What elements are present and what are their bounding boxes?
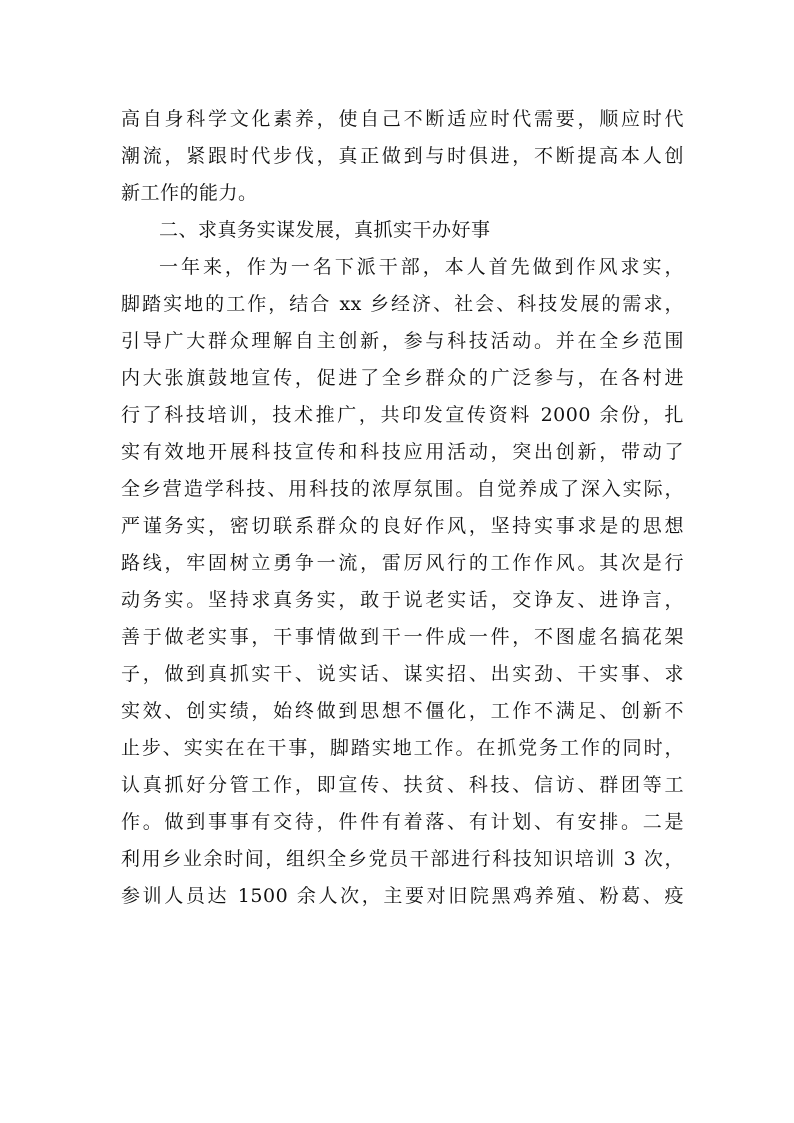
document-body [121,101,684,915]
text-line: 严谨务实，密切联系群众的良好作风，坚持实事求是的思想 [121,515,684,537]
text-line: 行了科技培训，技术推广，共印发宣传资料 2000 余份，扎 [121,404,684,426]
text-line: 子，做到真抓实干、说实话、谋实招、出实劲、干实事、求 [121,663,684,685]
text-line: 动务实。坚持求真务实，敢于说老实话，交诤友、进诤言， [121,589,684,611]
text-line: 参训人员达 1500 余人次，主要对旧院黑鸡养殖、粉葛、疫 [121,885,684,907]
text-line: 一年来，作为一名下派干部，本人首先做到作风求实， [159,256,684,278]
text-line: 善于做老实事，干事情做到干一件成一件，不图虚名搞花架 [121,626,684,648]
text-line: 实有效地开展科技宣传和科技应用活动，突出创新，带动了 [121,441,684,463]
text-line: 内大张旗鼓地宣传，促进了全乡群众的广泛参与，在各村进 [121,367,684,389]
text-line: 潮流，紧跟时代步伐，真正做到与时俱进，不断提高本人创 [121,145,684,167]
text-line: 实效、创实绩，始终做到思想不僵化，工作不满足、创新不 [121,700,684,722]
section-heading: 二、求真务实谋发展，真抓实干办好事 [159,219,491,241]
text-line: 认真抓好分管工作，即宣传、扶贫、科技、信访、群团等工 [121,774,684,796]
text-line: 路线，牢固树立勇争一流，雷厉风行的工作作风。其次是行 [121,552,684,574]
text-line: 高自身科学文化素养，使自己不断适应时代需要，顺应时代 [121,108,684,130]
text-line: 作。做到事事有交待，件件有着落、有计划、有安排。二是 [121,811,684,833]
text-line: 引导广大群众理解自主创新，参与科技活动。并在全乡范围 [121,330,684,352]
text-line: 全乡营造学科技、用科技的浓厚氛围。自觉养成了深入实际， [121,478,684,500]
text-line: 利用乡业余时间，组织全乡党员干部进行科技知识培训 3 次， [121,848,684,870]
text-line: 脚踏实地的工作，结合 xx 乡经济、社会、科技发展的需求， [121,293,684,315]
text-line: 止步、实实在在干事，脚踏实地工作。在抓党务工作的同时， [121,737,684,759]
text-line: 新工作的能力。 [121,182,258,204]
